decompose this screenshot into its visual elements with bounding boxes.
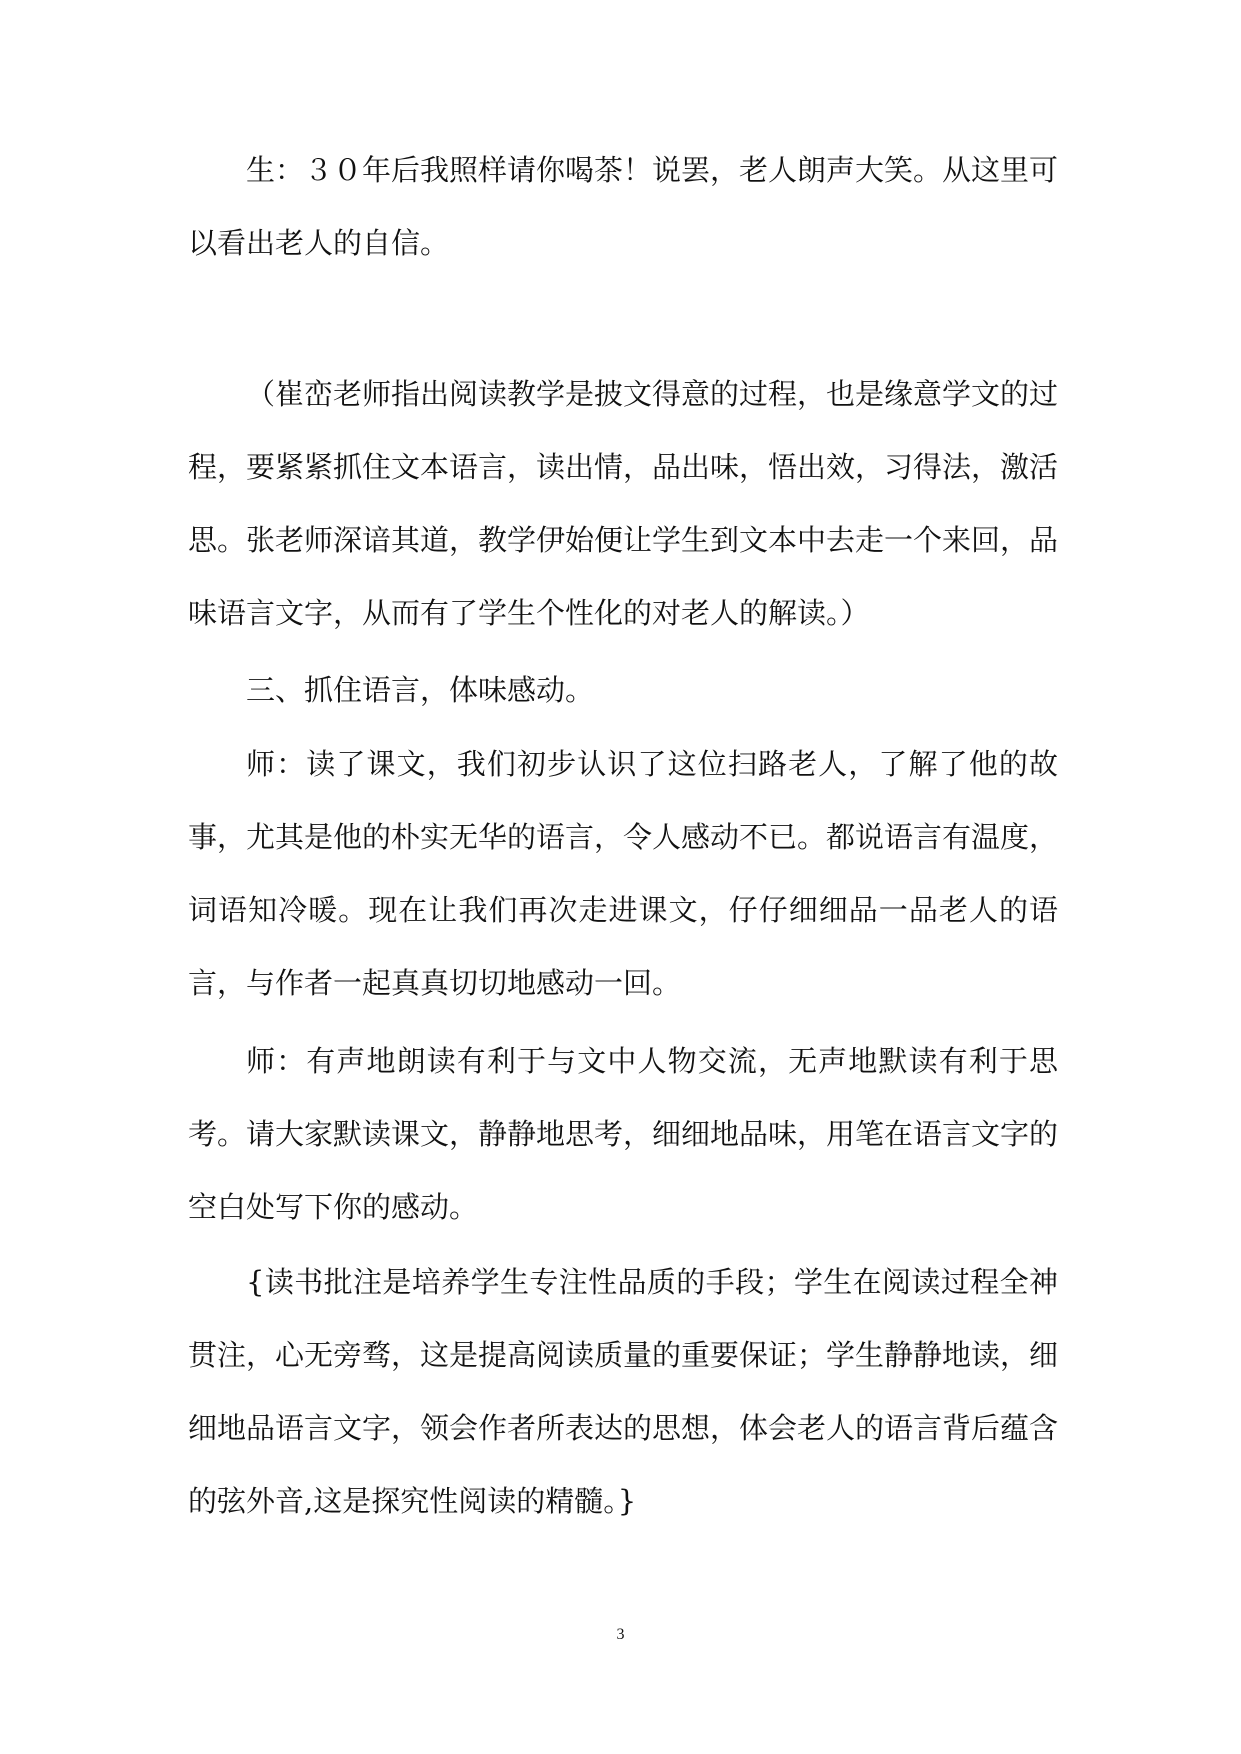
- page-number: 3: [616, 1626, 625, 1643]
- paragraph-annotation-commentary: {读书批注是培养学生专注性品质的手段；学生在阅读过程全神贯注，心无旁骛，这是提高阅读质量的重要保证；学生静静地读，细细地品语言文字，领会作者所表达的思想，体会老人的语言背后蕴含的弦外音,这是探究性阅读的精髓。}: [188, 1265, 1059, 1518]
- paragraph-student-quote: 生：３０年后我照样请你喝茶！说罢，老人朗声大笑。从这里可以看出老人的自信。: [188, 153, 1059, 260]
- paragraph-teacher-intro: 师：读了课文，我们初步认识了这位扫路老人，了解了他的故事，尤其是他的朴实无华的语言，令人感动不已。都说语言有温度，词语知冷暖。现在让我们再次走进课文，仔仔细细品一品老人的语言，与作者一起真真切切地感动一回。: [188, 747, 1059, 1000]
- paragraph-commentary-cui-luan: （崔峦老师指出阅读教学是披文得意的过程，也是缘意学文的过程，要紧紧抓住文本语言，读出情，品出味，悟出效，习得法，激活思。张老师深谙其道，教学伊始便让学生到文本中去走一个来回，品味语言文字，从而有了学生个性化的对老人的解读。）: [188, 377, 1059, 630]
- section-heading-three: 三、抓住语言，体味感动。: [246, 673, 595, 707]
- paragraph-teacher-instruction: 师：有声地朗读有利于与文中人物交流，无声地默读有利于思考。请大家默读课文，静静地思考，细细地品味，用笔在语言文字的空白处写下你的感动。: [188, 1044, 1059, 1224]
